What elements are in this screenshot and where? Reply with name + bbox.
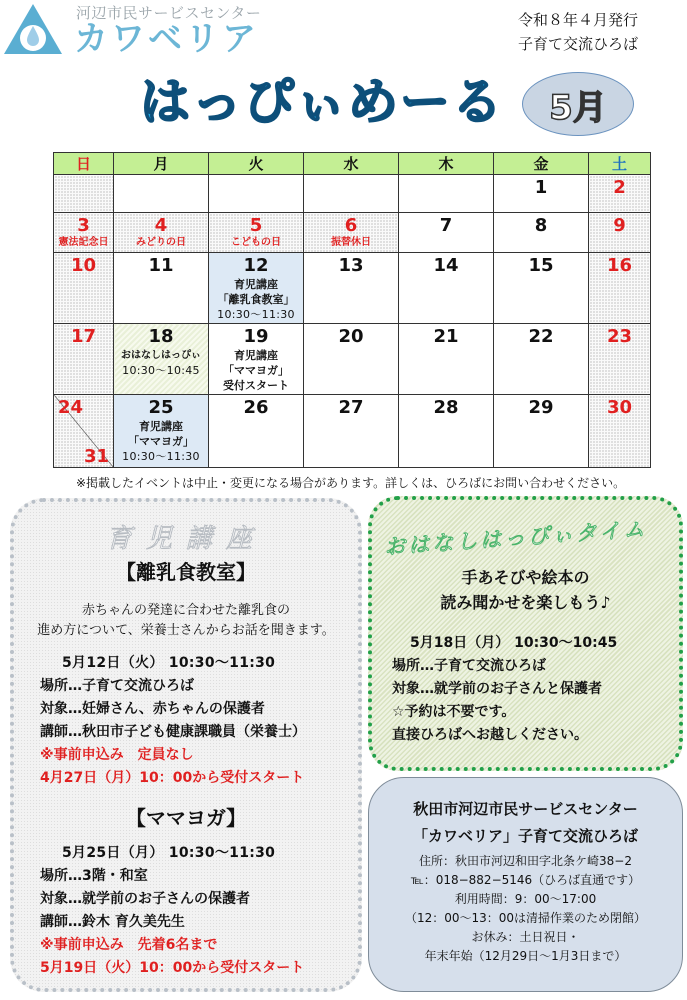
calendar-notice: ※掲載したイベントは中止・変更になる場合があります。詳しくは、ひろばにお問い合わせください。 bbox=[76, 476, 626, 490]
day-number: 10 bbox=[70, 255, 97, 276]
day-cell bbox=[209, 395, 304, 468]
event-day-cell bbox=[114, 395, 209, 468]
day-cell bbox=[209, 175, 304, 213]
issue-publisher: 子育て交流ひろば bbox=[518, 35, 639, 53]
event-label: 育児講座 bbox=[139, 420, 183, 433]
day-number: 4 bbox=[154, 215, 168, 236]
day-cell bbox=[304, 395, 399, 468]
event-name: おはなしはっぴぃ bbox=[121, 350, 201, 361]
story-target: 対象…就学前のお子さんと保護者 bbox=[392, 681, 602, 697]
month-label: 5月 bbox=[549, 87, 607, 128]
weekday-sun: 日 bbox=[54, 153, 114, 175]
weaning-place: 場所…子育て交流ひろば bbox=[40, 678, 194, 694]
day-number: 26 bbox=[243, 397, 269, 418]
day-number: 30 bbox=[606, 397, 633, 418]
day-cell bbox=[114, 213, 209, 253]
day-cell bbox=[494, 395, 589, 468]
weaning-desc-2: 進め方について、栄養士さんからお話を聞きます。 bbox=[37, 623, 335, 638]
day-cell bbox=[304, 213, 399, 253]
day-number: 1 bbox=[534, 177, 548, 198]
day-cell bbox=[589, 213, 651, 253]
yoga-lecturer: 講師…鈴木 育久美先生 bbox=[40, 914, 185, 930]
event-note: 受付スタート bbox=[223, 379, 289, 392]
logo-triangle-icon bbox=[2, 2, 64, 56]
weekday-thu: 木 bbox=[399, 153, 494, 175]
day-cell bbox=[399, 253, 494, 324]
day-number: 11 bbox=[148, 255, 174, 276]
story-when: 5月18日（月） 10:30～10:45 bbox=[410, 635, 618, 651]
day-cell bbox=[54, 175, 114, 213]
center-name: 秋田市河辺市民サービスセンター bbox=[413, 800, 638, 818]
day-cell bbox=[494, 324, 589, 395]
split-day-cell bbox=[54, 395, 114, 468]
holiday-label: みどりの日 bbox=[136, 237, 186, 248]
weekday-header bbox=[54, 153, 651, 175]
day-cell bbox=[589, 395, 651, 468]
day-number: 25 bbox=[148, 397, 174, 418]
day-number: 13 bbox=[338, 255, 364, 276]
day-number: 15 bbox=[528, 255, 554, 276]
event-day-cell bbox=[209, 324, 304, 395]
day-number: 24 bbox=[58, 397, 84, 418]
event-time: 10:30～11:30 bbox=[122, 450, 200, 463]
weaning-lecturer: 講師…秋田市子ども健康課職員（栄養士） bbox=[40, 724, 306, 740]
day-number: 18 bbox=[148, 326, 174, 347]
weaning-target: 対象…妊婦さん、赤ちゃんの保護者 bbox=[40, 701, 265, 717]
day-cell bbox=[54, 253, 114, 324]
week-row bbox=[54, 395, 651, 468]
yoga-heading: 【ママヨガ】 bbox=[125, 806, 247, 830]
day-number: 20 bbox=[338, 326, 364, 347]
event-time: 10:30～11:30 bbox=[217, 308, 295, 321]
day-cell bbox=[304, 175, 399, 213]
day-cell bbox=[494, 253, 589, 324]
event-name: 「ママヨガ」 bbox=[223, 364, 289, 377]
yoga-place: 場所…3階・和室 bbox=[40, 868, 148, 884]
week-row bbox=[54, 213, 651, 253]
logo-name: カワベリア bbox=[74, 19, 259, 59]
center-tel: ℡：018−882−5146（ひろば直通です） bbox=[410, 873, 641, 887]
center-hours: 利用時間：9：00～17:00 bbox=[454, 892, 597, 906]
day-number: 19 bbox=[243, 326, 269, 347]
center-holidays-2: 年末年始（12月29日～1月3日まで） bbox=[424, 949, 627, 963]
weekday-tue: 火 bbox=[209, 153, 304, 175]
story-place: 場所…子育て交流ひろば bbox=[392, 658, 546, 674]
day-cell bbox=[209, 213, 304, 253]
calendar bbox=[53, 152, 651, 468]
day-cell bbox=[494, 175, 589, 213]
story-note-1: ☆予約は不要です。 bbox=[392, 704, 516, 720]
course-section-title: 育児講座 bbox=[105, 524, 266, 554]
event-day-cell bbox=[209, 253, 304, 324]
day-cell bbox=[54, 324, 114, 395]
day-cell bbox=[304, 253, 399, 324]
day-number: 7 bbox=[439, 215, 453, 236]
day-number: 14 bbox=[433, 255, 459, 276]
day-cell bbox=[304, 324, 399, 395]
day-cell bbox=[54, 213, 114, 253]
day-cell bbox=[589, 175, 651, 213]
holiday-label: 振替休日 bbox=[331, 237, 371, 248]
week-row bbox=[54, 175, 651, 213]
yoga-note-2: 5月19日（火）10：00から受付スタート bbox=[40, 960, 305, 976]
day-number: 17 bbox=[70, 326, 97, 347]
day-cell bbox=[399, 324, 494, 395]
event-day-cell bbox=[114, 324, 209, 395]
center-info-box bbox=[368, 777, 683, 992]
story-time-box bbox=[368, 496, 683, 771]
day-cell bbox=[114, 175, 209, 213]
month-badge bbox=[522, 72, 634, 136]
story-lead-2: 読み聞かせを楽しもう♪ bbox=[440, 593, 611, 612]
weaning-heading: 【離乳食教室】 bbox=[116, 560, 256, 584]
weekday-fri: 金 bbox=[494, 153, 589, 175]
yoga-note-1: ※事前申込み 先着6名まで bbox=[40, 937, 218, 953]
week-row bbox=[54, 324, 651, 395]
weekday-wed: 水 bbox=[304, 153, 399, 175]
day-number: 16 bbox=[606, 255, 633, 276]
issue-info bbox=[518, 8, 638, 56]
center-plaza-name: 「カワベリア」子育て交流ひろば bbox=[412, 827, 638, 845]
event-label: 育児講座 bbox=[234, 278, 278, 291]
day-number: 31 bbox=[83, 446, 109, 467]
day-number: 22 bbox=[528, 326, 554, 347]
weaning-note-2: 4月27日（月）10：00から受付スタート bbox=[40, 770, 305, 786]
newsletter-title: はっぴぃめーる bbox=[140, 73, 504, 131]
day-number: 21 bbox=[433, 326, 459, 347]
center-closed-note: （12：00～13：00は清掃作業のため閉館） bbox=[404, 911, 647, 925]
day-number: 12 bbox=[243, 255, 269, 276]
day-cell bbox=[589, 324, 651, 395]
day-number: 9 bbox=[613, 215, 626, 236]
day-number: 5 bbox=[249, 215, 263, 236]
week-row bbox=[54, 253, 651, 324]
story-lead-1: 手あそびや絵本の bbox=[461, 568, 590, 587]
yoga-target: 対象…就学前のお子さんの保護者 bbox=[40, 891, 250, 907]
weaning-desc-1: 赤ちゃんの発達に合わせた離乳食の bbox=[81, 603, 290, 618]
weaning-when: 5月12日（火） 10:30～11:30 bbox=[62, 655, 276, 671]
event-name: 「離乳食教室」 bbox=[217, 293, 295, 306]
yoga-when: 5月25日（月） 10:30～11:30 bbox=[62, 845, 276, 861]
day-number: 23 bbox=[606, 326, 633, 347]
day-number: 6 bbox=[344, 215, 358, 236]
day-cell bbox=[399, 213, 494, 253]
story-note-2: 直接ひろばへお越しください。 bbox=[392, 727, 588, 743]
event-name: 「ママヨガ」 bbox=[128, 435, 194, 448]
weekday-sat: 土 bbox=[589, 153, 651, 175]
course-box bbox=[10, 498, 362, 992]
day-number: 27 bbox=[338, 397, 364, 418]
weaning-note-1: ※事前申込み 定員なし bbox=[40, 747, 194, 763]
issue-date: 令和８年４月発行 bbox=[518, 11, 639, 29]
event-time: 10:30～10:45 bbox=[122, 364, 200, 377]
center-address: 住所：秋田市河辺和田字北条ケ崎38−2 bbox=[419, 854, 632, 868]
event-label: 育児講座 bbox=[234, 349, 278, 362]
story-time-title: おはなしはっぴぃタイム bbox=[383, 516, 649, 560]
day-cell bbox=[589, 253, 651, 324]
day-number: 28 bbox=[433, 397, 459, 418]
day-number: 3 bbox=[77, 215, 90, 236]
day-number: 8 bbox=[534, 215, 548, 236]
weekday-mon: 月 bbox=[114, 153, 209, 175]
day-cell bbox=[399, 175, 494, 213]
day-number: 29 bbox=[528, 397, 554, 418]
logo-subtitle: 河辺市民サービスセンター bbox=[76, 4, 262, 22]
day-number: 2 bbox=[613, 177, 626, 198]
day-cell bbox=[399, 395, 494, 468]
holiday-label: 憲法記念日 bbox=[58, 237, 109, 248]
day-cell bbox=[494, 213, 589, 253]
holiday-label: こどもの日 bbox=[231, 237, 281, 248]
center-holidays-1: お休み：土日祝日・ bbox=[471, 930, 580, 944]
day-cell bbox=[114, 253, 209, 324]
